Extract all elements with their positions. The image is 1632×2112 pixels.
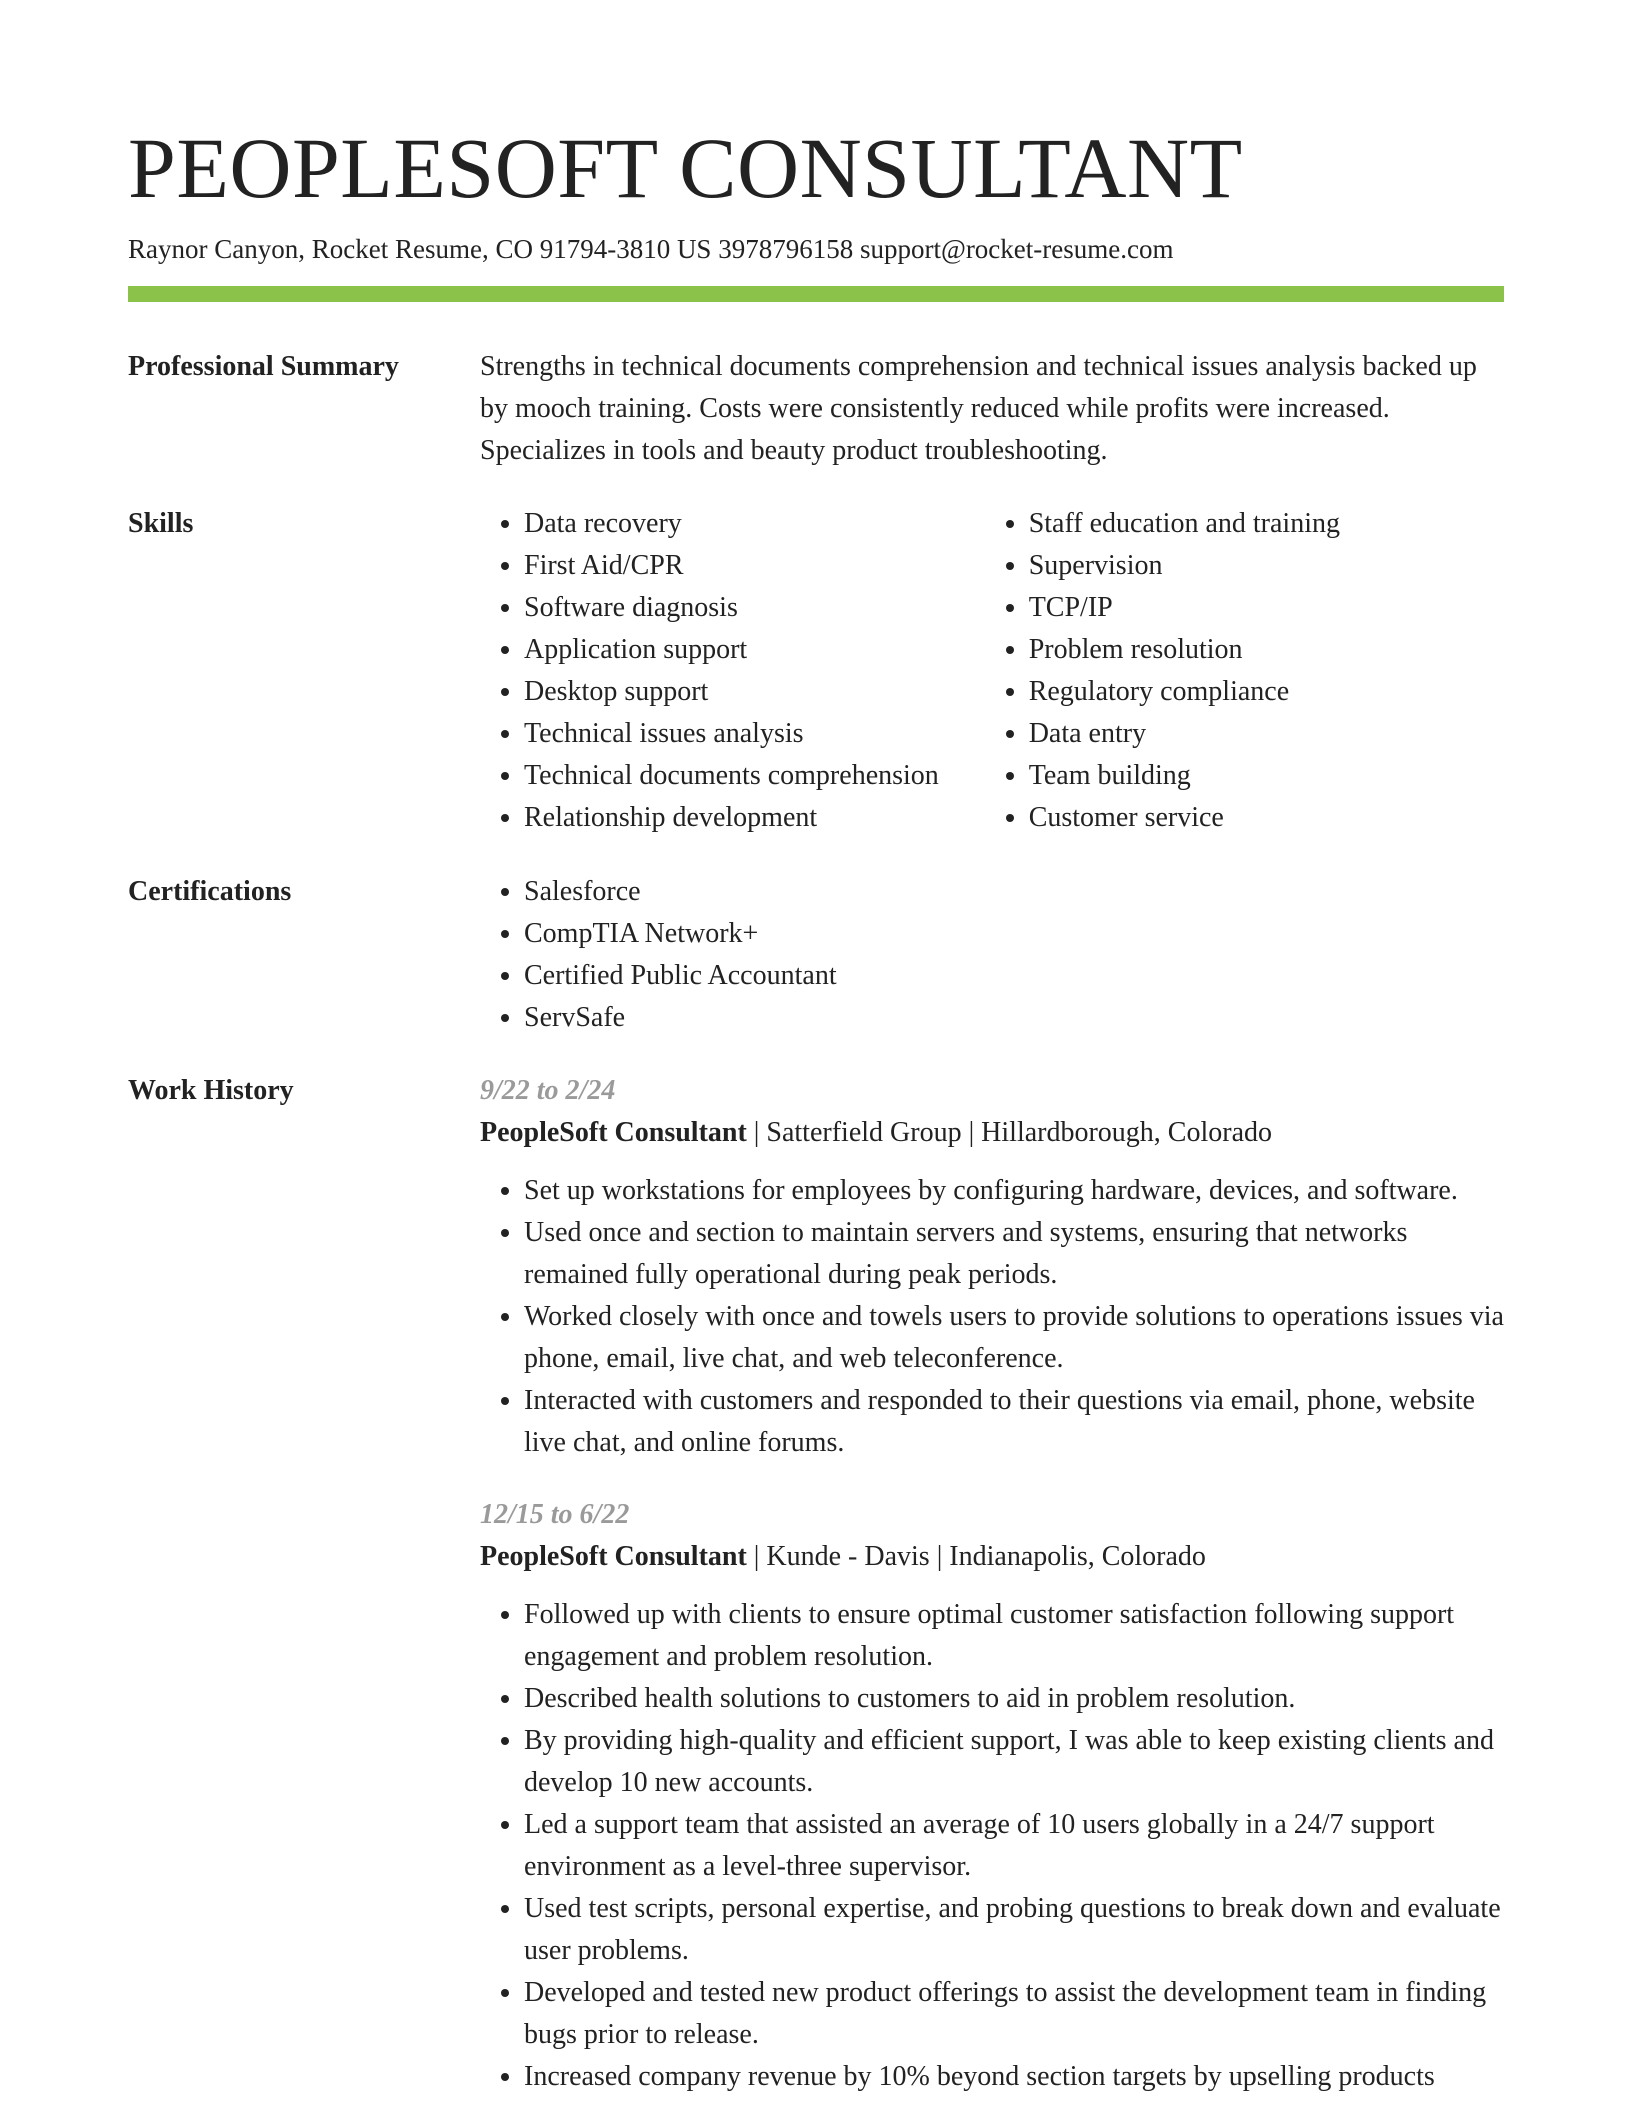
skill-item: • Team building: [1029, 755, 1504, 797]
certifications-list: [480, 871, 1504, 1039]
job-bullet: • Led a support team that assisted an average of 10 users globally in a 24/7 support environment as a level-three supervisor.: [524, 1804, 1504, 1888]
skill-item: • TCP/IP: [1029, 587, 1504, 629]
job-dates: 9/22 to 2/24: [480, 1075, 616, 1106]
job-bullet: • Worked closely with once and towels users to provide solutions to operations issues via phone, email, live chat, and web teleconference.: [524, 1296, 1504, 1380]
job-bullet: • By providing high-quality and efficient support, I was able to keep existing clients and develop 10 new accounts.: [524, 1720, 1504, 1804]
job-bullet: • Developed and tested new product offerings to assist the development team in finding bugs prior to release.: [524, 1972, 1504, 2056]
certifications-heading: Certifications: [128, 876, 292, 907]
job-bullet: • Used once and section to maintain servers and systems, ensuring that networks remained fully operational during peak periods.: [524, 1212, 1504, 1296]
resume-title: PEOPLESOFT CONSULTANT: [128, 120, 1243, 216]
skill-item: • Problem resolution: [1029, 629, 1504, 671]
summary-text: Strengths in technical documents comprehension and technical issues analysis backed up by mooch training. Costs were consistently reduced while profits were increased. Specializes in tools and beauty product troubleshooting.: [480, 351, 1477, 466]
skills-list-right: [985, 503, 1504, 839]
work-history-heading: Work History: [128, 1075, 294, 1106]
skill-item: • Staff education and training: [1029, 503, 1504, 545]
certification-item: • Certified Public Accountant: [524, 955, 1504, 997]
job-bullet: • Increased company revenue by 10% beyond section targets by upselling products: [524, 2056, 1504, 2098]
summary-content: [480, 346, 1504, 472]
skill-item: • First Aid/CPR: [524, 545, 985, 587]
job-entry: [480, 1494, 1504, 2098]
job-bullet: • Used test scripts, personal expertise, and probing questions to break down and evaluate user problems.: [524, 1888, 1504, 1972]
skills-content: [480, 503, 1504, 839]
job-dates: 12/15 to 6/22: [480, 1499, 630, 1530]
work-history-content: [480, 1070, 1504, 2098]
job-entry: [480, 1070, 1504, 1464]
certifications-content: [480, 871, 1504, 1039]
skill-item: • Application support: [524, 629, 985, 671]
skills-heading: Skills: [128, 508, 194, 539]
job-title-line: [480, 1536, 1504, 1578]
skills-list-left: [480, 503, 985, 839]
skill-item: • Desktop support: [524, 671, 985, 713]
job-employer-location: | Kunde - Davis | Indianapolis, Colorado: [746, 1541, 1206, 1572]
job-bullet: • Interacted with customers and responded to their questions via email, phone, website live chat, and online forums.: [524, 1380, 1504, 1464]
job-employer-location: | Satterfield Group | Hillardborough, Colorado: [746, 1117, 1273, 1148]
skill-item: • Technical issues analysis: [524, 713, 985, 755]
skill-item: • Software diagnosis: [524, 587, 985, 629]
header-divider: [128, 286, 1504, 302]
job-bullet: • Followed up with clients to ensure optimal customer satisfaction following support engagement and problem resolution.: [524, 1594, 1504, 1678]
skill-item: • Relationship development: [524, 797, 985, 839]
job-bullets: [480, 1170, 1504, 1464]
skill-item: • Technical documents comprehension: [524, 755, 985, 797]
certification-item: • CompTIA Network+: [524, 913, 1504, 955]
job-bullet: • Described health solutions to customers to aid in problem resolution.: [524, 1678, 1504, 1720]
job-bullets: [480, 1594, 1504, 2098]
certification-item: • Salesforce: [524, 871, 1504, 913]
contact-line: Raynor Canyon, Rocket Resume, CO 91794-3810 US 3978796158 support@rocket-resume.com: [128, 234, 1174, 264]
job-role: PeopleSoft Consultant: [480, 1117, 747, 1148]
job-bullet: • Set up workstations for employees by configuring hardware, devices, and software.: [524, 1170, 1504, 1212]
summary-heading: Professional Summary: [128, 351, 399, 382]
skill-item: • Data recovery: [524, 503, 985, 545]
certification-item: • ServSafe: [524, 997, 1504, 1039]
skill-item: • Regulatory compliance: [1029, 671, 1504, 713]
skill-item: • Customer service: [1029, 797, 1504, 839]
job-role: PeopleSoft Consultant: [480, 1541, 747, 1572]
job-title-line: [480, 1112, 1504, 1154]
skill-item: • Supervision: [1029, 545, 1504, 587]
skill-item: • Data entry: [1029, 713, 1504, 755]
